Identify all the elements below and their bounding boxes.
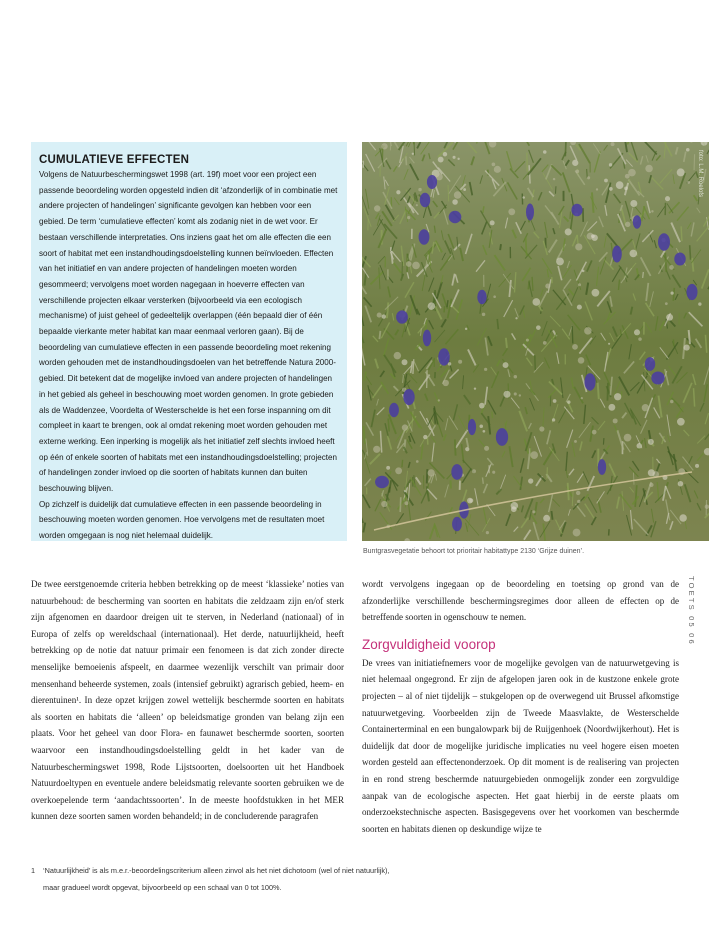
lichen-speck [463,188,466,191]
lichen-speck [578,357,585,364]
lichen-speck [609,187,613,191]
lichen-speck [377,313,382,318]
lichen-speck [679,514,686,521]
lichen-speck [395,467,402,474]
lichen-speck [522,196,525,199]
lichen-speck [634,329,640,335]
lichen-speck [386,466,390,470]
lichen-speck [486,531,489,534]
grass-blade [532,277,533,291]
lichen-speck [545,283,550,288]
lichen-speck [637,443,642,448]
grass-blade [673,288,674,301]
violet-flower [674,252,685,265]
body-column-left [31,576,344,825]
violet-flower [427,175,437,189]
lichen-speck [698,302,701,305]
lichen-speck [539,426,544,431]
grass-blade [570,212,571,219]
violet-flower [452,517,462,531]
lichen-speck [532,510,535,513]
lichen-speck [556,258,564,266]
lichen-speck [572,344,578,350]
lichen-speck [381,501,387,507]
lichen-speck [552,418,555,421]
lichen-speck [625,222,630,227]
lichen-speck [472,469,476,473]
lichen-speck [686,148,690,152]
lichen-speck [381,143,387,149]
lichen-speck [665,302,668,305]
lichen-speck [574,440,577,443]
grass-blade [694,154,695,170]
lichen-speck [458,360,462,364]
lichen-speck [666,314,673,321]
grass-blade [379,331,380,339]
lichen-speck [494,166,501,173]
lichen-speck [649,483,653,487]
lichen-speck [678,481,684,487]
lichen-speck [428,469,435,476]
lichen-speck [453,156,456,159]
lichen-speck [508,208,515,215]
lichen-speck [553,178,555,180]
lichen-speck [543,341,547,345]
lichen-speck [443,152,447,156]
violet-flower [468,419,476,435]
lichen-speck [616,181,624,189]
grass-blade [482,477,483,483]
violet-flower [658,233,670,251]
violet-flower [438,348,449,365]
box-text-conclusion: Op zichzelf is duidelijk dat cumulatieve effecten in een passende beoordeling in beschouwing moeten worden genomen. Hoe vervolgens met de resultaten moet worden omgegaan is nog niet helemaal duidelijk. [39,499,325,541]
cumulative-effects-box [31,142,347,541]
lichen-speck [528,478,533,483]
lichen-speck [608,404,615,411]
grass-blade [587,169,588,178]
section-heading: Zorgvuldigheid voorop [362,636,496,652]
violet-flower [598,459,606,475]
lichen-speck [514,375,517,378]
grass-blade [426,320,427,331]
lichen-speck [418,188,421,191]
grassland-photo [362,142,709,541]
violet-flower [633,215,641,228]
photo-caption: Buntgrasvegetatie behoort tot prioritair habitattype 2130 ‘Grijze duinen’. [363,548,585,555]
violet-flower [423,330,431,347]
lichen-speck [642,404,649,411]
lichen-speck [402,359,408,365]
lichen-speck [648,439,654,445]
grass-blade [633,473,634,485]
grass-blade [689,330,690,344]
grass-blade [492,412,493,418]
lichen-speck [536,325,541,330]
lichen-speck [587,176,590,179]
lichen-speck [687,181,690,184]
grass-blade [551,511,552,520]
body-column-right [362,576,679,837]
body-text-right-intro: wordt vervolgens ingegaan op de beoordeling en toetsing op grond van de afzonderlijke verschillende beschermingsregimes door alleen de effecten op de betreffende soorten in ogenschouw te nemen. [362,579,679,623]
grass-blade [406,156,407,165]
grass-blade [447,300,448,307]
grass-blade [607,383,608,401]
lichen-speck [373,446,380,453]
lichen-speck [671,291,674,294]
lichen-speck [479,403,485,409]
lichen-speck [645,165,653,173]
lichen-speck [591,234,595,238]
photo-credit: foto: L.M. Roelofs [697,150,703,198]
footnote-line-2: maar gradueel wordt opgevat, bijvoorbeeld op een schaal van 0 tot 100%. [43,883,282,892]
box-text: Volgens de Natuurbeschermingswet 1998 (art. 19f) moet voor een project een passende beoordeling worden opgesteld indien dit ‘afzonderlijk of in combinatie met andere projecten of handelingen’ significante gevolgen kan hebben voor een gebied. De term ‘cumulatieve effecten’ komt als zodanig niet in de wet voor. Er bestaan verschillende interpretaties. Ons inziens gaat het om alle effecten die een soort of habitat met een instandhoudingsdoelstelling kunnen beïnvloeden. Effecten van het initiatief en van andere projecten of handelingen moeten worden gesommeerd; vervolgens moet worden nagegaan in hoeverre effecten van verschillende projecten elkaar versterken (bijvoorbeeld via een ecologisch mechanisme) of juist geheel of gedeeltelijk overlappen (één bepaald dier of één bepaalde vierkante meter habitat kan maar eenmaal verloren gaan). Bij de beoordeling van cumulatieve effecten in een passende beoordeling moet rekening worden gehouden met de instandhoudingsdoelen van het betreffende Natura 2000-gebied. Dit betekent dat de mogelijke invloed van andere projecten of handelingen in het gebied als geheel in beschouwing moet worden genomen. In grote gebieden als de Waddenzee, Voordelta of Westerschelde is het een forse inspanning om dit compleet in kaart te brengen, ook al omdat rekening moet worden gehouden met externe werking. Een inperking is mogelijk als het initiatief zelf slechts invloed heeft op één of enkele soorten of habitats met een instandhoudingsdoelstelling; projecten of handelingen zonder invloed op die soorten of habitats kunnen dan buiten beschouwing blijven. [39,170,338,494]
violet-flower [396,310,408,323]
lichen-speck [532,298,540,306]
lichen-speck [613,418,618,423]
footnote-line-1: ‘Natuurlijkheid’ is als m.e.r.-beoordelingscriterium alleen zinvol als het niet dichotoom (wel of niet natuurlijk), [43,866,390,875]
grass-blade [402,460,403,467]
lichen-speck [575,170,579,174]
grass-blade [427,469,428,483]
lichen-speck [492,471,495,474]
lichen-speck [407,216,410,219]
violet-flower [584,373,595,390]
lichen-speck [530,451,538,459]
lichen-speck [581,397,583,399]
lichen-speck [511,502,519,510]
lichen-speck [577,500,580,503]
journal-issue-tag: TOETS 05 06 [687,576,696,646]
grass-blade [448,185,449,201]
lichen-speck [567,400,570,403]
lichen-speck [684,345,690,351]
lichen-speck [611,142,615,146]
lichen-speck [648,469,655,476]
violet-flower [389,403,399,417]
lichen-speck [630,200,637,207]
lichen-speck [503,391,510,398]
grass-blade [455,439,456,455]
lichen-speck [670,400,674,404]
footnote-number: 1 [31,866,36,875]
lichen-speck [438,399,440,401]
lichen-speck [576,491,580,495]
lichen-speck [578,283,581,286]
grass-blade [483,206,484,213]
violet-flower [686,284,697,300]
lichen-speck [614,393,621,400]
lichen-speck [503,362,509,368]
lichen-speck [465,447,469,451]
lichen-speck [592,430,597,435]
lichen-speck [396,190,400,194]
lichen-speck [482,313,485,316]
lichen-speck [695,464,699,468]
lichen-speck [490,220,495,225]
lichen-speck [483,430,486,433]
lichen-speck [573,529,581,537]
lichen-speck [382,314,386,318]
lichen-speck [452,199,458,205]
grass-blade [400,497,401,512]
lichen-speck [406,261,412,267]
lichen-speck [582,270,585,273]
lichen-speck [543,515,550,522]
lichen-speck [404,501,408,505]
violet-flower [449,211,462,223]
grass-blade [572,326,573,344]
lichen-speck [374,205,380,211]
body-text-right: De vrees van initiatiefnemers voor de mogelijke gevolgen van de natuurwetgeving is niet helemaal ongegrond. Er zijn de afgelopen jaren ook in de kustzone enkele grote projecten – al of niet tijdelijk – stukgelopen op de overwegend uit Brussel afkomstige natuurwetgeving. Voorbeelden zijn de Tweede Maasvlakte, de Westerschelde Containerterminal en een bungalowpark bij de Ruijgenhoek (Noordwijkerhout). Het is duidelijk dat door de mogelijke juridische implicaties nu veel hogere eisen moeten worden gesteld aan effectenonderzoek. Op dit moment is de realisering van projecten in en rond streng beschermde natuurgebieden onmogelijk zonder een zorgvuldige aanpak van de ecologische aspecten. Het gaat hierbij in de eerste plaats om onderzoekstechnische aspecten. Basisgegevens over het voorkomen van beschermde soorten en habitats dienen op deskundige wijze te [362,657,679,834]
violet-flower [477,290,486,304]
violet-flower [419,229,430,244]
lichen-speck [404,490,406,492]
lichen-speck [553,399,557,403]
lichen-speck [515,317,517,319]
grass-blade [388,418,389,431]
lichen-speck [443,380,449,386]
violet-flower [645,357,655,371]
lichen-speck [592,289,600,297]
violet-flower [651,371,664,384]
grass-blade [621,391,622,397]
violet-flower [496,428,508,446]
footnote [31,862,671,896]
lichen-speck [493,295,496,298]
lichen-speck [484,446,489,451]
grass-blade [681,226,682,241]
grass-blade [598,383,599,400]
grassland-photo-image [362,142,709,541]
violet-flower [420,193,430,207]
lichen-speck [629,250,637,258]
grass-blade [690,245,691,260]
lichen-speck [624,434,632,442]
violet-flower [571,204,582,217]
lichen-speck [651,210,653,212]
lichen-speck [596,188,598,190]
box-title: CUMULATIEVE EFFECTEN [39,154,190,166]
lichen-speck [669,265,674,270]
lichen-speck [584,327,591,334]
lichen-speck [492,163,496,167]
grass-blade [506,338,507,348]
lichen-speck [467,498,473,504]
grass-blade [497,319,498,329]
lichen-speck [543,150,547,154]
lichen-speck [457,158,459,160]
lichen-speck [572,160,578,166]
lichen-speck [423,435,427,439]
violet-flower [403,389,414,405]
body-text-left: De twee eerstgenoemde criteria hebben betrekking op de meest ‘klassieke’ noties van natuurbehoud: de bescherming van soorten en habitats die zeldzaam zijn en/of sterk zijn afgenomen en daardoor dreigen uit te sterven, in Nederland (nationaal) of in Europa of zelfs op wereldschaal (internationaal). Het derde, natuurlijkheid, heeft betrekking op de notie dat natuur primair een fenomeen is dat zich zonder directe menselijke bemoeienis afspeelt, en daarmee wezenlijk verschilt van primair door mensenhand beheerde systemen, zoals (intensief gebruikt) agrarisch gebied, heem- en dierentuinen¹. In deze opzet krijgen zowel wettelijk beschermde soorten en habitats als soorten en habitats die ‘alleen’ op beleidsmatige gronden van belang zijn een plaats. Voor het geheel van door Flora- en faunawet beschermde soorten, soorten waarvoor een instandhoudingsdoelstelling geldt in het kader van de Natuurbeschermingswet 1998, Rode Lijstsoorten, doelsoorten uit het Handboek Natuurdoeltypen en eventuele andere beleidsmatig relevante soorten gebruiken we de overkoepelende term ‘aandachtssoorten’. In de meeste hoofdstukken in het MER kunnen deze soorten samen worden behandeld; in de concluderende paragrafen [31,579,344,822]
lichen-speck [638,337,642,341]
lichen-speck [465,328,467,330]
lichen-speck [416,460,419,463]
lichen-speck [438,157,444,163]
grass-blade [643,272,644,278]
violet-flower [526,203,534,220]
lichen-speck [484,368,487,371]
lichen-speck [394,352,402,360]
lichen-speck [436,173,443,180]
lichen-speck [519,394,521,396]
grass-blade [402,262,403,277]
lichen-speck [402,424,408,430]
lichen-speck [677,418,685,426]
lichen-speck [705,505,709,509]
lichen-speck [416,204,418,206]
violet-flower [375,476,389,489]
grass-blade [547,467,548,478]
lichen-speck [479,424,483,428]
lichen-speck [412,153,414,155]
violet-flower [451,464,462,480]
lichen-speck [474,387,476,389]
lichen-speck [412,262,420,270]
lichen-speck [428,302,435,309]
lichen-speck [604,179,608,183]
lichen-speck [608,343,610,345]
lichen-speck [565,228,572,235]
grass-blade [526,237,527,256]
lichen-speck [609,163,612,166]
lichen-speck [514,392,517,395]
lichen-speck [665,196,670,201]
lichen-speck [624,187,628,191]
grass-blade [500,244,501,250]
lichen-speck [526,339,529,342]
lichen-speck [454,191,462,199]
violet-flower [612,245,622,262]
lichen-speck [677,168,685,176]
lichen-speck [577,305,582,310]
lichen-speck [628,169,636,177]
lichen-speck [575,243,582,250]
grass-blade [387,302,388,318]
grass-blade [665,253,666,272]
